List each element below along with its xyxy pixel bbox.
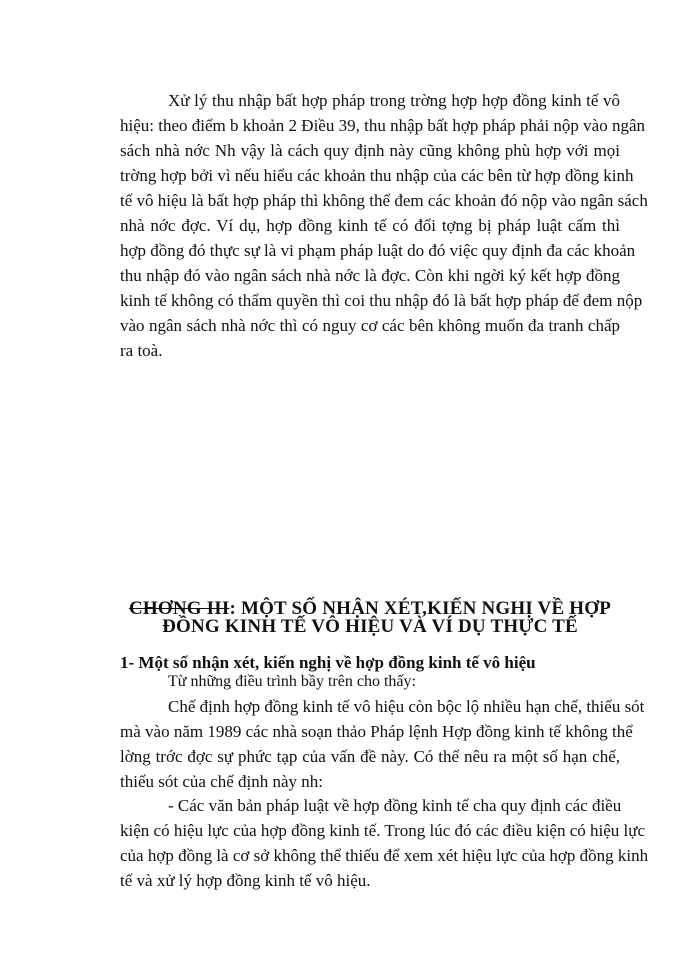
text-line: Chế định hợp đồng kinh tế vô hiệu còn bộc lộ nhiều hạn chế, thiếu sót (168, 697, 645, 716)
text-line: nhà nớc đợc. Ví dụ, hợp đồng kinh tế có đối tợng bị pháp luật cấm thì (120, 216, 620, 235)
text-line: kiện có hiệu lực của hợp đồng kinh tế. Trong lúc đó các điều kiện có hiệu lực (120, 821, 646, 840)
section-heading: 1- Một số nhận xét, kiến nghị về hợp đồng kinh tế vô hiệu (120, 653, 536, 672)
text-line: hợp đồng đó thực sự là vi phạm pháp luật do đó việc quy định đa các khoản (120, 241, 636, 260)
text-line: tế vô hiệu là bất hợp pháp thì không thể đem các khoản đó nộp vào ngân sách (120, 191, 648, 210)
chapter-number-struck: CHƠNG III (128, 598, 230, 619)
intro-line: Từ những điều trình bầy trên cho thấy: (168, 673, 416, 690)
paragraph-illegal-income (120, 88, 648, 363)
chapter-title-part-1: : MỘT SỐ NHẬN XÉT,KIẾN NGHỊ VỀ HỢP (229, 598, 612, 619)
chapter-heading (120, 600, 620, 636)
text-line: trờng hợp bởi vì nếu hiểu các khoản thu nhập của các bên từ hợp đồng kinh (120, 166, 634, 185)
text-line: lờng trớc đợc sự phức tạp của vấn đề này. Có thể nêu ra một số hạn chế, (120, 747, 620, 766)
text-line: thu nhập đó vào ngân sách nhà nớc là đợc. Còn khi ngời ký kết hợp đồng (120, 266, 620, 285)
text-line: vào ngân sách nhà nớc thì có nguy cơ các bên không muốn đa tranh chấp (120, 316, 620, 335)
text-line: sách nhà nớc Nh vậy là cách quy định này cũng không phù hợp với mọi (120, 141, 620, 160)
text-line: mà vào năm 1989 các nhà soạn thảo Pháp lệnh Hợp đồng kinh tế không thể (120, 722, 633, 741)
text-line: - Các văn bản pháp luật về hợp đồng kinh tế cha quy định các điều (168, 796, 622, 815)
paragraph-limitations (120, 694, 645, 794)
text-line: của hợp đồng là cơ sở không thể thiếu để xem xét hiệu lực của hợp đồng kinh (120, 846, 649, 865)
text-line: hiệu: theo điểm b khoản 2 Điều 39, thu nhập bất hợp pháp phải nộp vào ngân (120, 116, 646, 135)
text-line: ra toà. (120, 341, 163, 360)
text-line: tế và xử lý hợp đồng kinh tế vô hiệu. (120, 871, 371, 890)
paragraph-validity-conditions (120, 793, 649, 893)
text-line: thiếu sót của chế định này nh: (120, 772, 324, 791)
paragraph-intro (120, 672, 620, 694)
text-line: kinh tế không có thẩm quyền thì coi thu nhập đó là bất hợp pháp để đem nộp (120, 291, 643, 310)
text-line: Xử lý thu nhập bất hợp pháp trong trờng hợp hợp đồng kinh tế vô (168, 91, 620, 110)
chapter-heading-line-2: ĐỒNG KINH TẾ VÔ HIỆU VÀ VÍ DỤ THỰC TẾ (162, 616, 578, 637)
